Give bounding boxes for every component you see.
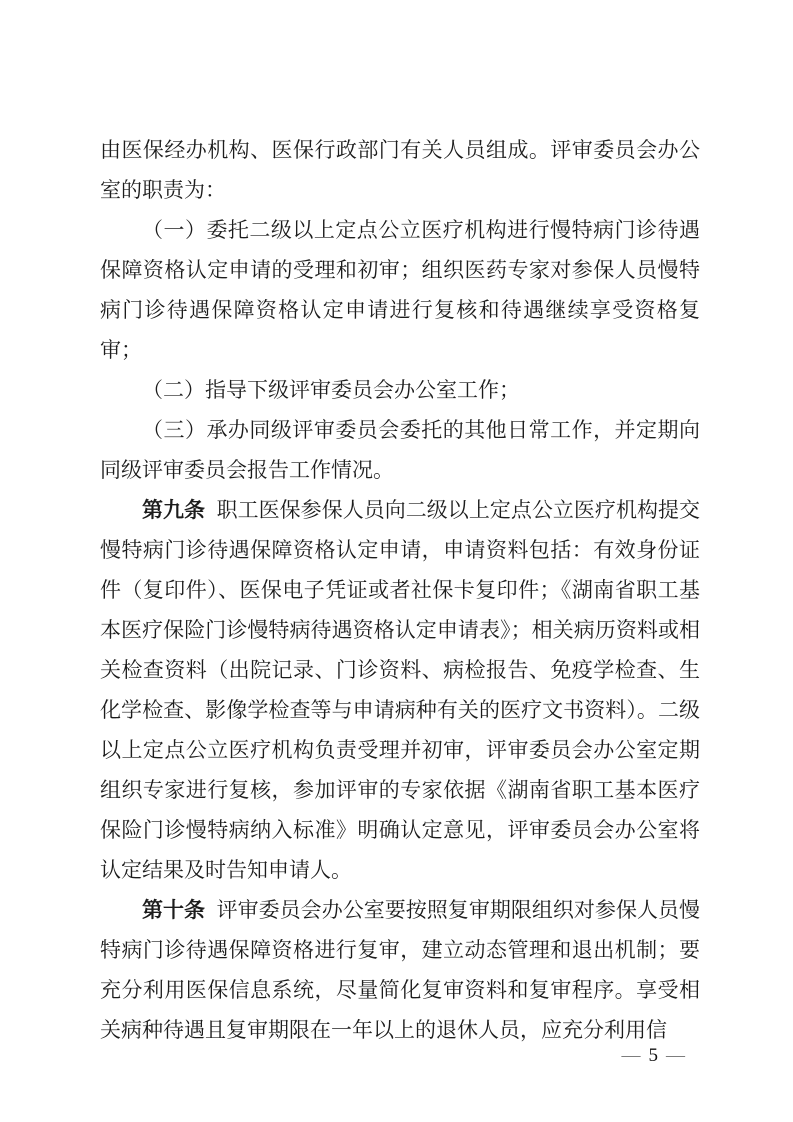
paragraph-item-1 bbox=[100, 210, 700, 370]
paragraph-text: 评审委员会办公室要按照复审期限组织对参保人员慢特病门诊待遇保障资格进行复审，建立动态管理和退出机制；要充分利用医保信息系统，尽量简化复审资料和复审程序。享受相关病种待遇且复审期限在一年以上的退休人员，应充分利用信 bbox=[100, 898, 701, 1042]
paragraph-item-3 bbox=[100, 410, 700, 490]
paragraph-item-2 bbox=[100, 370, 700, 410]
paragraph-continuation bbox=[100, 130, 700, 210]
paragraph-article-9 bbox=[100, 490, 700, 890]
paragraph-text: （三）承办同级评审委员会委托的其他日常工作，并定期向同级评审委员会报告工作情况。 bbox=[100, 418, 700, 482]
article-10-label: 第十条 bbox=[142, 898, 206, 922]
page-footer bbox=[615, 1042, 694, 1070]
paragraph-text: （二）指导下级评审委员会办公室工作； bbox=[142, 378, 520, 402]
page-number: 5 bbox=[648, 1045, 659, 1066]
paragraph-text: 职工医保参保人员向二级以上定点公立医疗机构提交慢特病门诊待遇保障资格认定申请，申请资料包括：有效身份证件（复印件）、医保电子凭证或者社保卡复印件；《湖南省职工基本医疗保险门诊慢特病待遇资格认定申请表》；相关病历资料或相关检查资料（出院记录、门诊资料、病检报告、免疫学检查、生化学检查、影像学检查等与申请病种有关的医疗文书资料）。二级以上定点公立医疗机构负责受理并初审，评审委员会办公室定期组织专家进行复核，参加评审的专家依据《湖南省职工基本医疗保险门诊慢特病纳入标准》明确认定意见，评审委员会办公室将认定结果及时告知申请人。 bbox=[100, 498, 701, 882]
paragraph-text: （一）委托二级以上定点公立医疗机构进行慢特病门诊待遇保障资格认定申请的受理和初审；组织医药专家对参保人员慢特病门诊待遇保障资格认定申请进行复核和待遇继续享受资格复审； bbox=[100, 218, 700, 362]
article-9-label: 第九条 bbox=[142, 498, 206, 522]
paragraph-text: 由医保经办机构、医保行政部门有关人员组成。评审委员会办公室的职责为： bbox=[100, 138, 700, 202]
document-body bbox=[100, 130, 700, 1050]
footer-right-dash: — bbox=[666, 1045, 686, 1066]
paragraph-article-10 bbox=[100, 890, 700, 1050]
footer-left-dash: — bbox=[621, 1045, 642, 1066]
